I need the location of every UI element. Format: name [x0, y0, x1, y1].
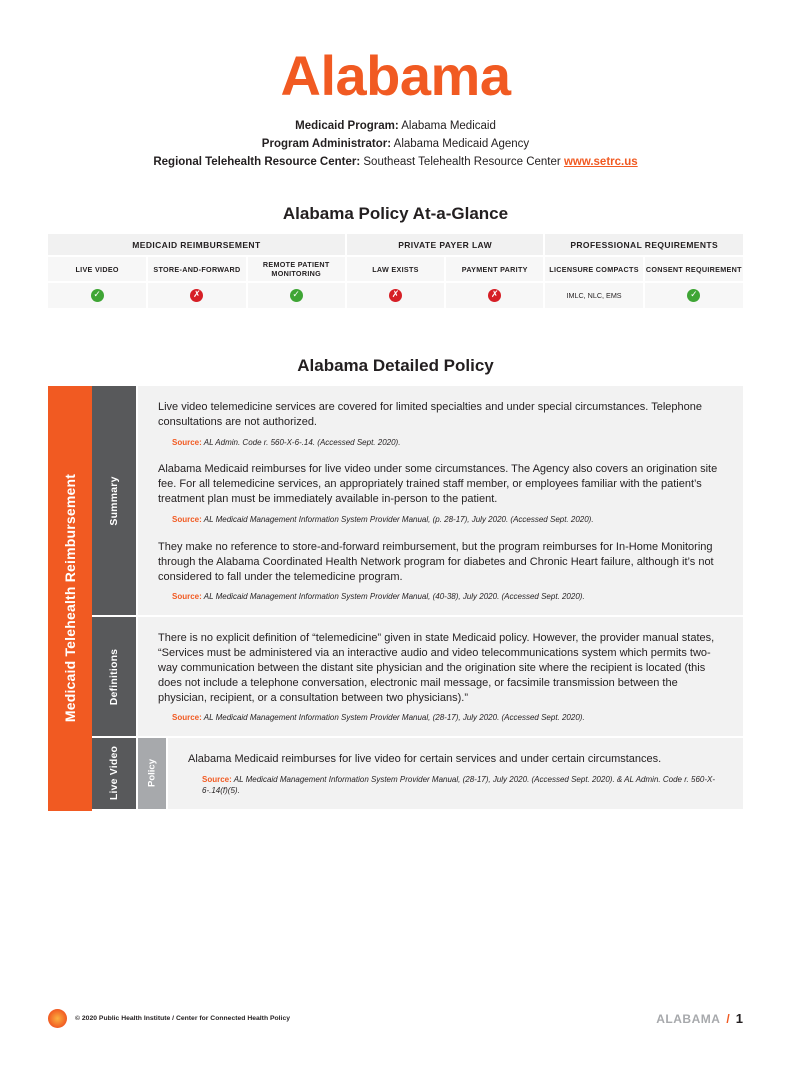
category-label-definitions — [92, 617, 136, 738]
col-law-exists: LAW EXISTS — [346, 256, 445, 282]
source-citation — [172, 713, 725, 724]
cross-icon: ✗ — [488, 289, 501, 302]
paragraph: Live video telemedicine services are covered for limited specialties and under special circumstances. Telephone consultations are not authorized. — [158, 401, 702, 428]
row-content-definitions — [136, 617, 743, 738]
source-citation — [172, 515, 725, 526]
value-law-exists — [346, 282, 445, 308]
col-remote-patient-monitoring: REMOTE PATIENT MONITORING — [247, 256, 346, 282]
value-consent-requirement — [644, 282, 743, 308]
detailed-policy-heading: Alabama Detailed Policy — [297, 356, 494, 375]
footer-separator: / — [726, 1012, 730, 1026]
table-value-row — [48, 282, 743, 308]
category-label-summary — [92, 386, 136, 617]
source-text: AL Medicaid Management Information System Provider Manual, (28-17), July 2020. (Accessed Sept. 2020). — [203, 713, 585, 723]
table-group-header-row — [48, 234, 743, 256]
source-text: AL Medicaid Management Information System Provider Manual, (p. 28-17), July 2020. (Accessed Sept. 2020). — [203, 515, 594, 525]
footer-page-number: 1 — [735, 1011, 743, 1026]
group-medicaid-reimbursement: MEDICAID REIMBURSEMENT — [48, 234, 346, 256]
col-licensure-compacts: LICENSURE COMPACTS — [544, 256, 643, 282]
meta-medicaid-program — [48, 120, 743, 132]
group-private-payer-law: PRIVATE PAYER LAW — [346, 234, 545, 256]
check-icon: ✓ — [687, 289, 700, 302]
page-title: Alabama — [280, 44, 511, 107]
col-payment-parity: PAYMENT PARITY — [445, 256, 544, 282]
category-label-live-video — [92, 738, 136, 810]
source-label: Source: — [172, 713, 202, 723]
paragraph: Alabama Medicaid reimburses for live video for certain services and under certain circumstances. — [188, 753, 662, 766]
footer-left — [48, 1009, 290, 1028]
section-label-medicaid-telehealth-reimbursement — [48, 386, 92, 811]
category-label-text: Definitions — [108, 648, 120, 705]
meta-label: Medicaid Program: — [295, 120, 399, 132]
subcategory-label-text: Policy — [146, 759, 158, 788]
table-row — [92, 386, 743, 617]
copyright-text: © 2020 Public Health Institute / Center for Connected Health Policy — [75, 1015, 291, 1022]
col-consent-requirement: CONSENT REQUIREMENT — [644, 256, 743, 282]
cross-icon: ✗ — [389, 289, 402, 302]
col-live-video: LIVE VIDEO — [48, 256, 147, 282]
subcategory-label-policy — [136, 738, 166, 810]
value-store-and-forward — [147, 282, 246, 308]
check-icon: ✓ — [91, 289, 104, 302]
category-label-text: Summary — [108, 475, 120, 526]
detailed-policy-table — [48, 386, 743, 811]
meta-value: Southeast Telehealth Resource Center — [363, 156, 561, 168]
source-label: Source: — [202, 775, 232, 784]
source-citation — [172, 438, 725, 449]
check-icon: ✓ — [290, 289, 303, 302]
source-label: Source: — [172, 515, 202, 525]
source-text: AL Medicaid Management Information System Provider Manual, (40-38), July 2020. (Accessed Sept. 2020). — [203, 592, 585, 602]
value-remote-patient-monitoring — [247, 282, 346, 308]
page-footer — [48, 1009, 743, 1028]
meta-value: Alabama Medicaid — [401, 120, 496, 132]
source-text: AL Admin. Code r. 560-X-6-.14. (Accessed Sept. 2020). — [203, 437, 401, 447]
section-label-text: Medicaid Telehealth Reimbursement — [62, 474, 78, 723]
col-store-and-forward: STORE-AND-FORWARD — [147, 256, 246, 282]
source-label: Source: — [172, 437, 202, 447]
paragraph: There is no explicit definition of “telemedicine” given in state Medicaid policy. However, the provider manual states, “Services must be administered via an interactive audio and video telecommunications system which permits two-way communication between the distant site physician and the origination site where the recipient is located (this does not include a telephone conversation, electronic mail message, or facsimile transmission between the physician, recipient, or a consultation between two physicians).” — [158, 632, 715, 704]
meta-label: Program Administrator: — [261, 138, 392, 150]
source-citation — [172, 592, 725, 603]
cross-icon: ✗ — [190, 289, 203, 302]
detail-rows — [92, 386, 743, 811]
row-content-live-video-policy — [166, 738, 743, 810]
group-professional-requirements: PROFESSIONAL REQUIREMENTS — [544, 234, 743, 256]
meta-regional-telehealth-resource-center — [48, 156, 743, 168]
source-label: Source: — [172, 592, 202, 602]
value-live-video — [48, 282, 147, 308]
table-sub-header-row — [48, 256, 743, 282]
value-licensure-compacts: IMLC, NLC, EMS — [544, 282, 643, 308]
table-row — [92, 617, 743, 738]
meta-label: Regional Telehealth Resource Center: — [153, 156, 361, 168]
cchp-logo-icon — [48, 1009, 67, 1028]
table-row — [92, 738, 743, 810]
source-text: AL Medicaid Management Information System Provider Manual, (28-17), July 2020. (Accessed Sept. 2020). & AL Admin. Code r. 560-X-6-.14(f)(5). — [202, 775, 716, 795]
source-citation — [202, 775, 725, 797]
paragraph: Alabama Medicaid reimburses for live video under some circumstances. The Agency also covers an origination site fee. For all telemedicine services, an appropriately trained staff member, or employees familiar with the patient’s treatment plan must be immediately available in-person to the patient. — [158, 463, 718, 506]
at-a-glance-table — [48, 234, 743, 308]
footer-state-name: ALABAMA — [656, 1012, 721, 1026]
value-payment-parity — [445, 282, 544, 308]
at-a-glance-heading: Alabama Policy At-a-Glance — [282, 204, 509, 223]
row-content-summary — [136, 386, 743, 617]
setrc-link[interactable]: www.setrc.us — [563, 156, 638, 168]
meta-program-administrator — [48, 138, 743, 150]
category-label-text: Live Video — [108, 746, 120, 801]
document-page — [0, 44, 791, 1072]
meta-value: Alabama Medicaid Agency — [393, 138, 530, 150]
paragraph: They make no reference to store-and-forward reimbursement, but the program reimburses for In-Home Monitoring through the Alabama Coordinated Health Network program for diabetes and Chronic Heart failure, although it’s not considered to fall under the telemedicine program. — [158, 540, 714, 583]
